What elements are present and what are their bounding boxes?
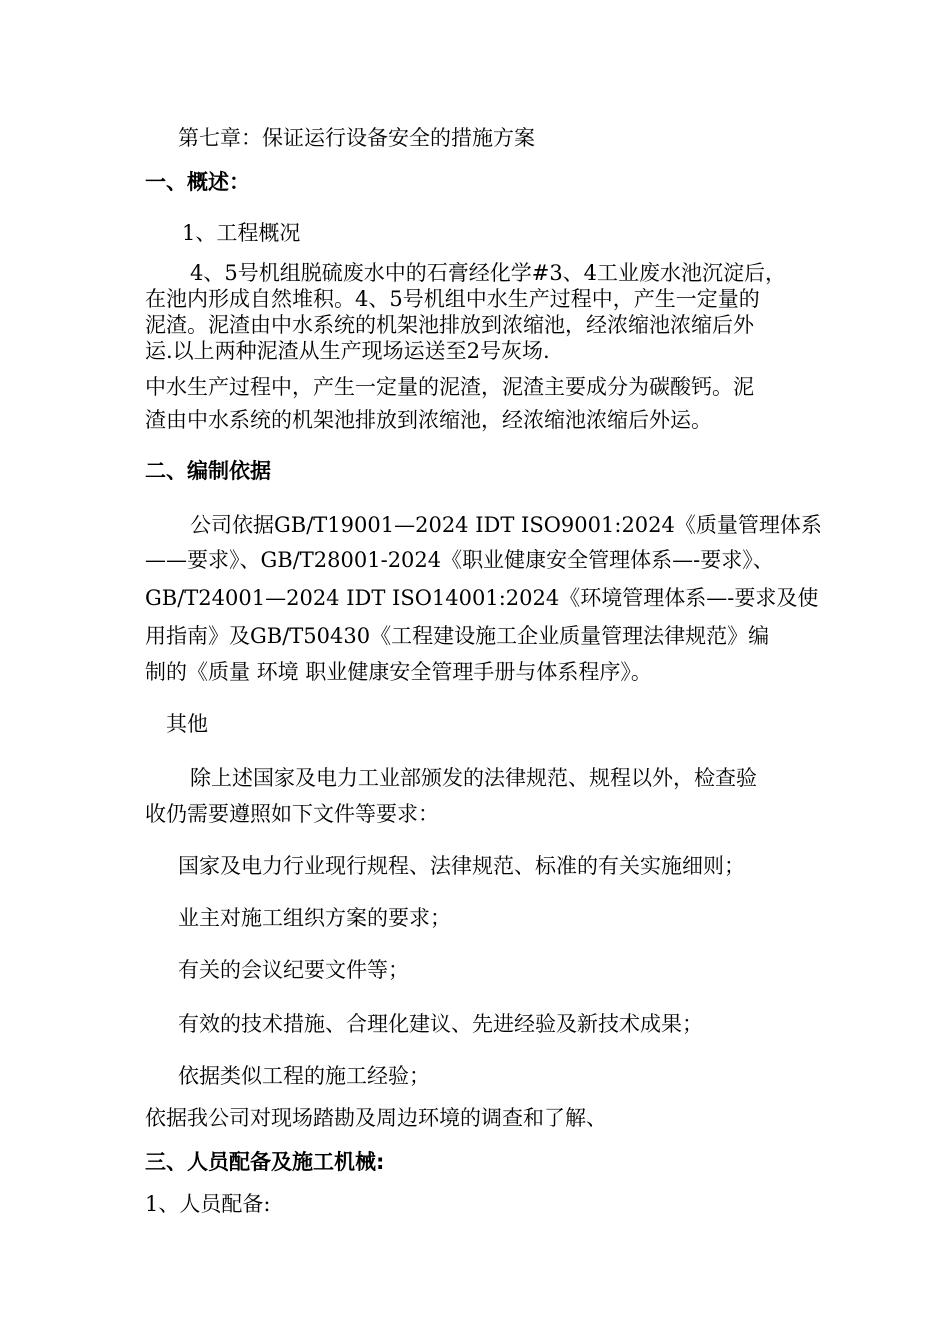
section-heading-overview: 一、概述：: [145, 170, 250, 194]
paragraph-line: 中水生产过程中，产生一定量的泥渣，泥渣主要成分为碳酸钙。泥: [145, 375, 754, 399]
paragraph-line: 收仍需要遵照如下文件等要求：: [145, 802, 439, 826]
list-item: 有关的会议纪要文件等；: [178, 958, 409, 982]
paragraph-line: 渣由中水系统的机架池排放到浓缩池，经浓缩池浓缩后外运。: [145, 408, 712, 432]
paragraph-line: 除上述国家及电力工业部颁发的法律规范、规程以外，检查验: [190, 766, 757, 790]
paragraph-line: 公司依据GB/T19001—2024 IDT ISO9001:2024《质量管理体系: [190, 513, 822, 537]
section-heading-basis: 二、编制依据: [145, 459, 271, 483]
other-label: 其他: [166, 712, 208, 736]
list-item: 有效的技术措施、合理化建议、先进经验及新技术成果；: [178, 1012, 703, 1036]
paragraph-line: 在池内形成自然堆积。4、5号机组中水生产过程中，产生一定量的: [145, 287, 760, 311]
list-item: 业主对施工组织方案的要求；: [178, 906, 451, 930]
paragraph-line: 用指南》及GB/T50430《工程建设施工企业质量管理法律规范》编: [145, 624, 770, 648]
paragraph-line: 依据我公司对现场踏勘及周边环境的调查和了解、: [145, 1106, 607, 1130]
paragraph-line: 4、5号机组脱硫废水中的石膏经化学#3、4工业废水池沉淀后，: [190, 261, 787, 285]
sub-heading-staffing: 1、人员配备:: [145, 1192, 271, 1216]
list-item: 国家及电力行业现行规程、法律规范、标准的有关实施细则；: [178, 854, 745, 878]
paragraph-line: 制的《质量 环境 职业健康安全管理手册与体系程序》。: [145, 660, 652, 684]
paragraph-line: GB/T24001—2024 IDT ISO14001:2024《环境管理体系—-要求及使: [145, 586, 819, 610]
paragraph-line: 运.以上两种泥渣从生产现场运送至2号灰场.: [145, 339, 550, 363]
chapter-title: 第七章：保证运行设备安全的措施方案: [178, 126, 535, 150]
list-item: 依据类似工程的施工经验；: [178, 1064, 430, 1088]
paragraph-line: 泥渣。泥渣由中水系统的机架池排放到浓缩池，经浓缩池浓缩后外: [145, 313, 754, 337]
section-heading-staffing: 三、人员配备及施工机械:: [145, 1150, 385, 1174]
sub-heading-project-overview: 1、工程概况: [182, 221, 301, 245]
paragraph-line: ——要求》、GB/T28001-2024《职业健康安全管理体系—-要求》、: [145, 548, 774, 572]
